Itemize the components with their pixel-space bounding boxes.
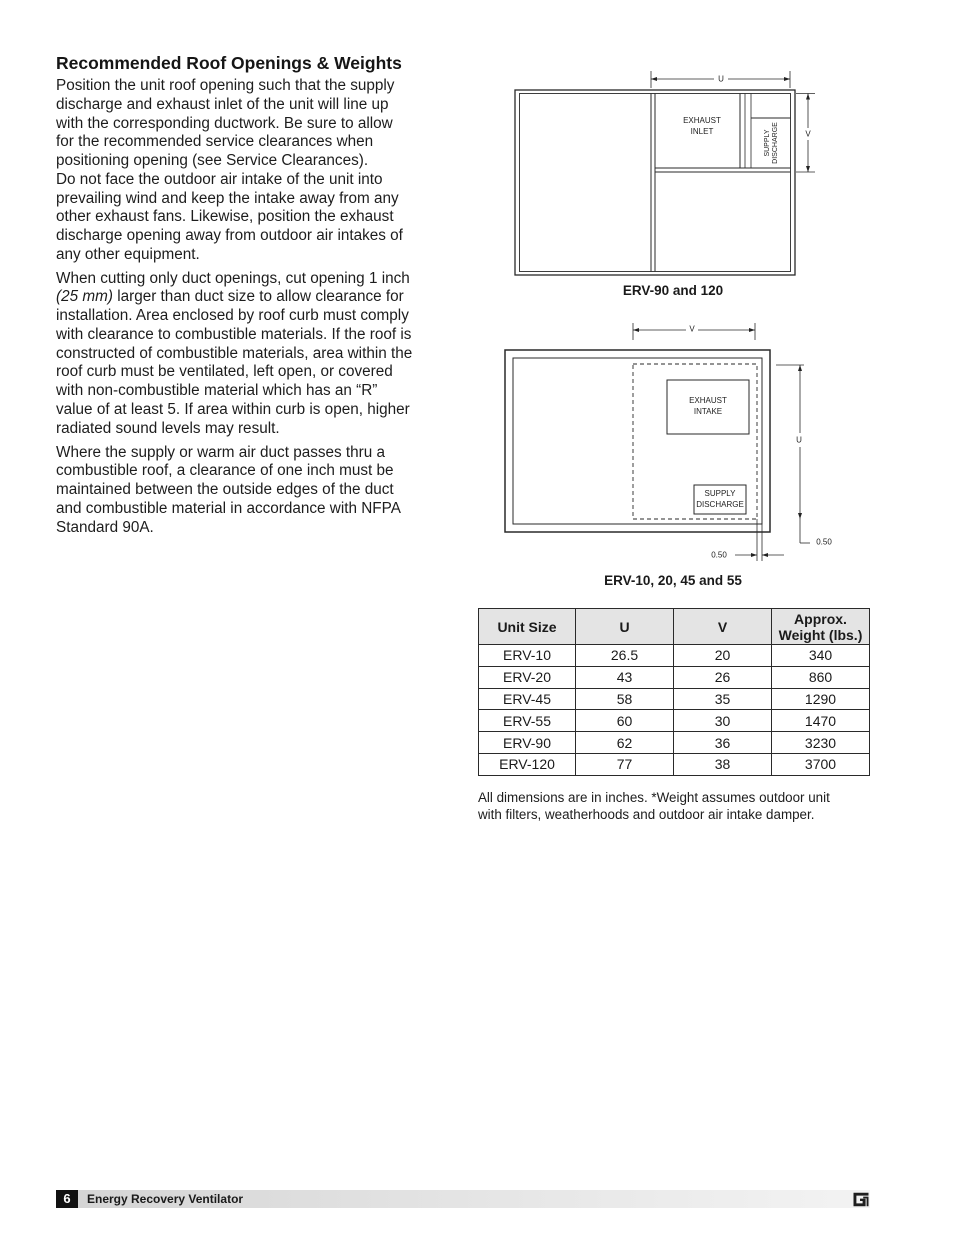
- cell-u: 77: [576, 753, 674, 775]
- text-line: other exhaust fans. Likewise, position the exhaust: [56, 208, 394, 226]
- cell-weight: 1470: [772, 710, 870, 732]
- erv-90-120-roof-opening-diagram: [495, 62, 830, 280]
- cell-v: 38: [674, 753, 772, 775]
- supply-discharge-label: DISCHARGE: [696, 500, 744, 509]
- offset-bottom-label: 0.50: [711, 550, 727, 560]
- dim-u-label: U: [718, 74, 724, 84]
- paragraph-duct-openings: [56, 270, 412, 439]
- cell-unit-size: ERV-20: [479, 666, 576, 688]
- header-weight-line: Weight (lbs.): [778, 626, 863, 643]
- cell-weight: 340: [772, 645, 870, 667]
- table-row: [479, 710, 870, 732]
- roof-opening-dashed-outline: [633, 364, 757, 519]
- header-weight: [772, 609, 870, 645]
- cell-weight: 3700: [772, 753, 870, 775]
- text-line: constructed of combustible materials, area within the: [56, 344, 413, 362]
- paragraph-placement: [56, 77, 403, 265]
- text-line: [56, 288, 412, 307]
- offset-right-label: 0.50: [816, 537, 832, 547]
- cell-u: 26.5: [576, 645, 674, 667]
- text-line: roof curb must be ventilated, left open, or covered: [56, 363, 393, 381]
- section-title: Recommended Roof Openings & Weights: [56, 53, 402, 73]
- cell-weight: 3230: [772, 732, 870, 754]
- erv-10-55-roof-opening-diagram: [495, 318, 840, 568]
- text-line: Standard 90A.: [56, 518, 154, 536]
- text-line: discharge and exhaust inlet of the unit will line up: [56, 95, 389, 113]
- cell-v: 26: [674, 666, 772, 688]
- cell-unit-size: ERV-90: [479, 732, 576, 754]
- text-line: prevailing wind and keep the intake away from any: [56, 189, 399, 207]
- paragraph-combustible-roof: [56, 444, 401, 538]
- text-line: with non-combustible material which has an “R”: [56, 382, 378, 399]
- cell-u: 43: [576, 666, 674, 688]
- text-line: Do not face the outdoor air intake of the unit into: [56, 170, 383, 188]
- text-line: When cutting only duct openings, cut opening 1 inch: [56, 269, 410, 287]
- table-footnote: [478, 789, 830, 823]
- header-weight-line: Approx.: [794, 610, 847, 627]
- supply-discharge-label: [764, 122, 779, 164]
- cell-v: 36: [674, 732, 772, 754]
- text-line: combustible roof, a clearance of one inch must be: [56, 462, 394, 480]
- text-line: positioning opening (see Service Clearances).: [56, 152, 369, 169]
- text-line: with the corresponding ductwork. Be sure to allow: [56, 114, 393, 132]
- cell-weight: 1290: [772, 688, 870, 710]
- cell-v: 35: [674, 688, 772, 710]
- diagram-caption: ERV-90 and 120: [622, 283, 724, 298]
- exhaust-intake-label: INTAKE: [693, 407, 723, 416]
- text-line: any other equipment.: [56, 245, 200, 263]
- exhaust-inlet-label: INLET: [690, 127, 714, 136]
- text-line: and combustible material in accordance with NFPA: [56, 499, 401, 517]
- text-line: Position the unit roof opening such that the supply: [56, 77, 395, 94]
- text-line: installation. Area enclosed by roof curb must comply: [56, 307, 409, 324]
- text-line: value of at least 5. If area within curb is open, higher: [56, 400, 410, 418]
- table-row: [479, 688, 870, 710]
- table-row: [479, 645, 870, 667]
- greenheck-logo-icon: [852, 1192, 870, 1207]
- dim-v-label: V: [805, 129, 811, 139]
- cell-u: 62: [576, 732, 674, 754]
- text-line: maintained between the outside edges of the duct: [56, 481, 394, 498]
- table-header-row: [479, 609, 870, 645]
- cell-unit-size: ERV-45: [479, 688, 576, 710]
- table-row: [479, 732, 870, 754]
- text-line: discharge opening away from outdoor air intakes of: [56, 227, 403, 244]
- exhaust-intake-label: EXHAUST: [689, 396, 727, 405]
- text-line: All dimensions are in inches. *Weight assumes outdoor unit: [478, 789, 830, 805]
- metric-size-italic: (25 mm): [56, 288, 113, 306]
- dim-v-label: V: [689, 324, 695, 334]
- text-line: radiated sound levels may result.: [56, 419, 280, 437]
- table-row: [479, 753, 870, 775]
- cell-unit-size: ERV-55: [479, 710, 576, 732]
- cell-v: 30: [674, 710, 772, 732]
- header-unit-size: Unit Size: [479, 609, 576, 645]
- cell-u: 60: [576, 710, 674, 732]
- text-line: for the recommended service clearances when: [56, 133, 374, 151]
- text-line: with clearance to combustible materials. If the roof is: [56, 325, 412, 343]
- cell-u: 58: [576, 688, 674, 710]
- dim-u-label: U: [796, 435, 802, 445]
- cell-unit-size: ERV-120: [479, 753, 576, 775]
- supply-label: SUPPLY: [764, 129, 771, 157]
- roof-openings-weights-table: [478, 608, 870, 776]
- text-line: with filters, weatherhoods and outdoor air intake damper.: [478, 806, 815, 822]
- diagram-caption: ERV-10, 20, 45 and 55: [604, 573, 742, 588]
- header-u: U: [576, 609, 674, 645]
- cell-weight: 860: [772, 666, 870, 688]
- discharge-label: DISCHARGE: [772, 122, 779, 164]
- text-line: Where the supply or warm air duct passes thru a: [56, 443, 386, 461]
- page-number: 6: [56, 1190, 78, 1208]
- cell-v: 20: [674, 645, 772, 667]
- supply-discharge-label: SUPPLY: [704, 489, 736, 498]
- footer-title: Energy Recovery Ventilator: [87, 1192, 244, 1206]
- exhaust-inlet-label: EXHAUST: [683, 116, 721, 125]
- table-row: [479, 666, 870, 688]
- cell-unit-size: ERV-10: [479, 645, 576, 667]
- header-v: V: [674, 609, 772, 645]
- text-line-rest: larger than duct size to allow clearance for: [112, 288, 404, 306]
